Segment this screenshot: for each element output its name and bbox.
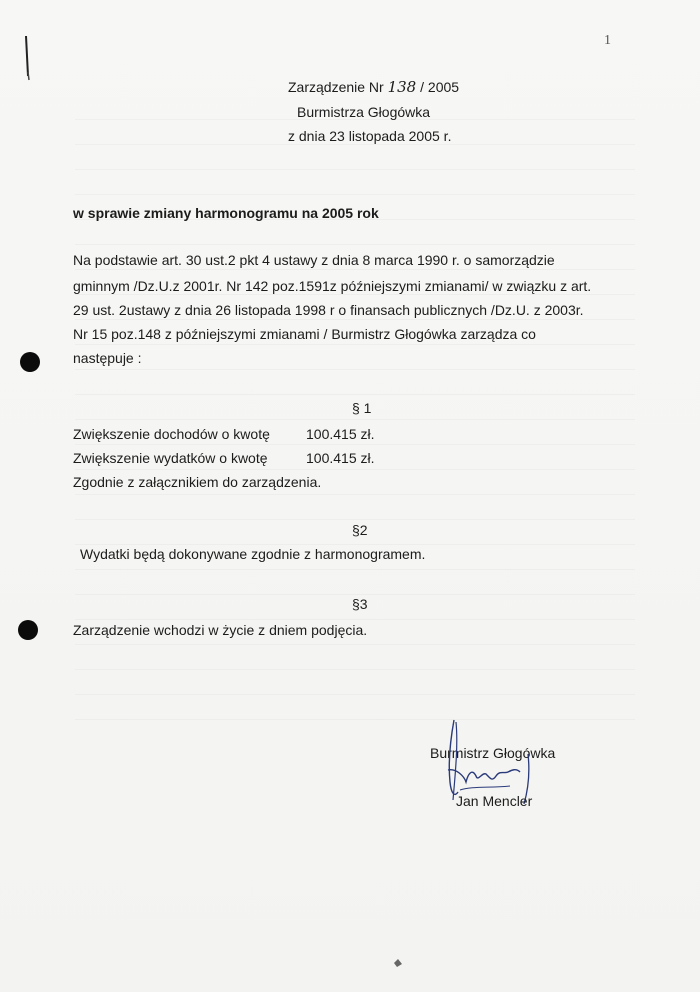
scan-speck-icon <box>392 957 404 969</box>
section-3-text: Zarządzenie wchodzi w życie z dniem podjęcia. <box>73 622 368 638</box>
preamble-line: Nr 15 poz.148 z późniejszymi zmianami / Burmistrz Głogówka zarządza co <box>73 326 536 342</box>
section-2-mark: §2 <box>352 522 368 538</box>
issuer-line: Burmistrza Głogówka <box>297 104 431 120</box>
section-2-text: Wydatki będą dokonywane zgodnie z harmonogramem. <box>80 546 426 562</box>
decree-subject: w sprawie zmiany harmonogramu na 2005 rok <box>73 205 379 221</box>
signatory-name: Jan Mencler <box>456 793 533 809</box>
signatory-title: Burmistrz Głogówka <box>430 745 556 761</box>
decree-number-line <box>288 78 459 96</box>
corner-mark-icon <box>20 32 40 82</box>
income-increase-label: Zwiększenie dochodów o kwotę <box>73 426 270 442</box>
decree-number-handwritten: 138 <box>387 78 417 96</box>
preamble-line: Na podstawie art. 30 ust.2 pkt 4 ustawy z dnia 8 marca 1990 r. o samorządzie <box>73 252 555 268</box>
preamble-line: gminnym /Dz.U.z 2001r. Nr 142 poz.1591z późniejszymi zmianami/ w związku z art. <box>73 278 592 294</box>
preamble-line: następuje : <box>73 350 142 366</box>
section-1-mark: § 1 <box>352 400 372 416</box>
preamble-line: 29 ust. 2ustawy z dnia 26 listopada 1998 r o finansach publicznych /Dz.U. z 2003r. <box>73 302 584 318</box>
expense-increase-value: 100.415 zł. <box>306 450 375 466</box>
punch-hole-icon <box>20 352 40 372</box>
decree-number-year: / 2005 <box>420 79 460 95</box>
income-increase-value: 100.415 zł. <box>306 426 375 442</box>
punch-hole-icon <box>18 620 38 640</box>
date-line: z dnia 23 listopada 2005 r. <box>288 128 452 144</box>
attachment-note: Zgodnie z załącznikiem do zarządzenia. <box>73 474 322 490</box>
page-number: 1 <box>604 33 611 48</box>
decree-number-prefix: Zarządzenie Nr <box>288 79 384 95</box>
section-3-mark: §3 <box>352 596 368 612</box>
expense-increase-label: Zwiększenie wydatków o kwotę <box>73 450 268 466</box>
